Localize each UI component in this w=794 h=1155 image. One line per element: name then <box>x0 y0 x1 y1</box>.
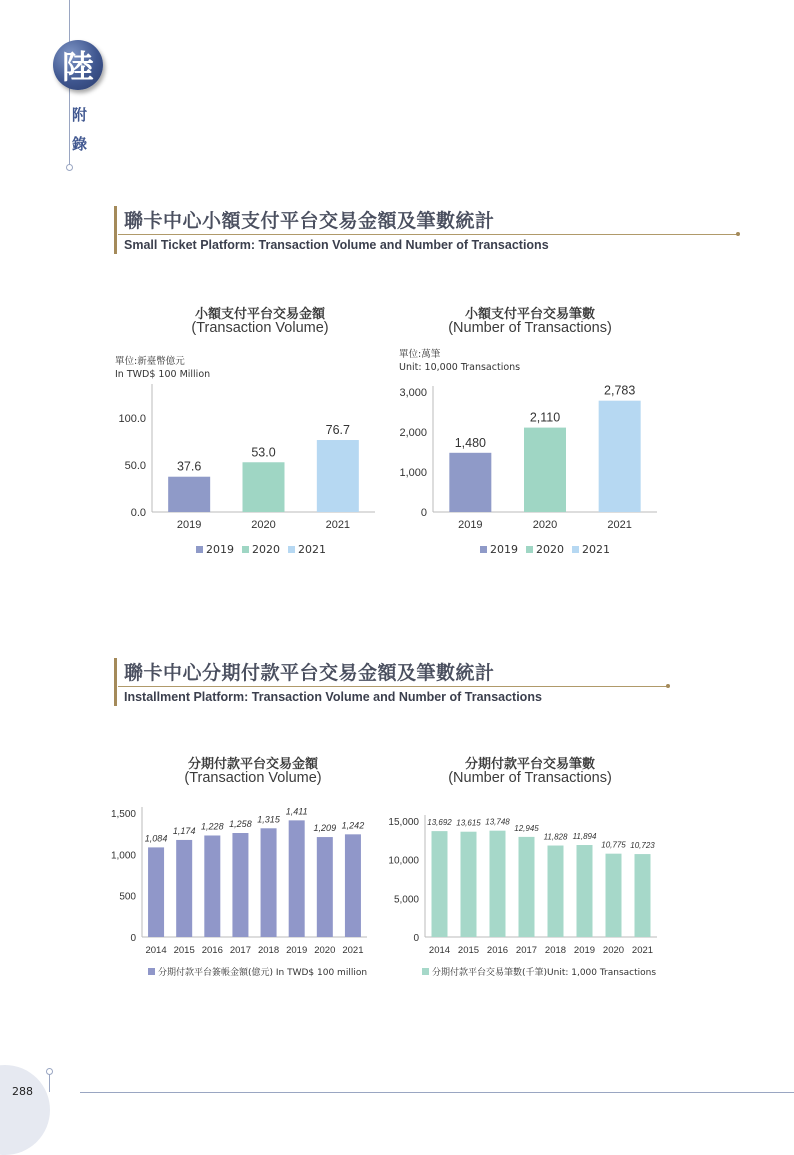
y-tick-label: 10,000 <box>388 855 419 867</box>
x-tick-label: 2015 <box>173 945 195 956</box>
section2-title: 聯卡中心分期付款平台交易金額及筆數統計 <box>124 662 495 684</box>
y-tick-label: 2,000 <box>399 427 427 439</box>
chart2-unit-zh: 單位:萬筆 <box>399 349 441 360</box>
chart2-legend <box>472 543 610 556</box>
chart4-legend-label: 分期付款平台交易筆數(千筆)Unit: 1,000 Transactions <box>432 968 657 978</box>
chart3-title-en: (Transaction Volume) <box>184 770 322 786</box>
chart1-unit <box>115 355 210 381</box>
section2-accent-bar <box>114 658 117 706</box>
x-tick-label: 2021 <box>342 945 364 956</box>
section1-subtitle: Small Ticket Platform: Transaction Volume and Number of Transactions <box>124 238 549 252</box>
bar <box>232 833 248 937</box>
legend-swatch <box>148 968 155 975</box>
bar <box>317 837 333 937</box>
x-tick-label: 2018 <box>257 945 280 956</box>
data-label: 11,894 <box>572 832 597 842</box>
bar <box>148 847 164 937</box>
bar <box>635 854 651 937</box>
data-label: 13,615 <box>456 818 481 828</box>
section1-rule-dot <box>736 232 740 236</box>
data-label: 76.7 <box>325 423 351 438</box>
x-tick-label: 2021 <box>607 519 632 531</box>
chart1-unit-zh: 單位:新臺幣億元 <box>115 356 185 367</box>
chart2-unit-en: Unit: 10,000 Transactions <box>399 362 521 373</box>
data-label: 1,084 <box>144 833 168 844</box>
chart3-title-zh: 分期付款平台交易金額 <box>187 757 318 772</box>
chart3-svg <box>105 795 375 960</box>
data-label: 1,228 <box>201 821 224 832</box>
chapter-label-char-1: 附 <box>72 106 88 124</box>
data-label: 1,242 <box>341 820 365 831</box>
legend-label-2020: 2020 <box>536 543 564 556</box>
data-label: 10,775 <box>601 840 626 850</box>
footer-arc <box>0 1065 50 1155</box>
y-tick-label: 15,000 <box>388 817 419 828</box>
chart1-svg <box>110 380 400 540</box>
y-tick-label: 1,500 <box>110 809 136 820</box>
x-tick-label: 2020 <box>314 945 336 956</box>
bar <box>490 831 506 937</box>
x-tick-label: 2019 <box>573 945 596 956</box>
data-label: 1,411 <box>285 806 308 817</box>
data-label: 13,748 <box>485 817 510 827</box>
x-tick-label: 2019 <box>176 519 202 531</box>
section2-rule <box>118 686 668 687</box>
chart3-legend-label: 分期付款平台簽帳金額(億元) In TWD$ 100 million <box>158 968 368 978</box>
y-tick-label: 0 <box>130 933 136 944</box>
chart1-title-zh: 小額支付平台交易金額 <box>194 307 325 322</box>
x-tick-label: 2018 <box>544 945 567 956</box>
chart2-unit <box>399 348 520 374</box>
bar <box>524 428 566 512</box>
y-tick-label: 1,000 <box>399 467 427 479</box>
chart4-svg <box>380 795 670 960</box>
x-tick-label: 2021 <box>325 519 351 531</box>
data-label: 10,723 <box>630 841 655 851</box>
legend-label-2021: 2021 <box>298 543 326 556</box>
x-tick-label: 2014 <box>428 945 451 956</box>
chart4-title-zh: 分期付款平台交易筆數 <box>464 757 595 772</box>
legend-label-2021: 2021 <box>582 543 610 556</box>
x-tick-label: 2019 <box>458 519 483 531</box>
legend-swatch-2021 <box>288 546 295 553</box>
bar <box>243 462 285 512</box>
bar <box>432 831 448 937</box>
y-tick-label: 1,000 <box>110 850 136 862</box>
chapter-label-char-2: 錄 <box>72 135 88 153</box>
legend-swatch-2020 <box>526 546 533 553</box>
legend-label-2019: 2019 <box>490 543 518 556</box>
legend-swatch-2019 <box>480 546 487 553</box>
footer-dot <box>46 1068 53 1075</box>
bar <box>168 477 210 512</box>
section2-rule-dot <box>666 684 670 688</box>
bar <box>449 453 491 512</box>
data-label: 2,783 <box>604 383 636 398</box>
bar <box>345 834 361 937</box>
bar <box>519 837 535 937</box>
x-tick-label: 2014 <box>145 945 167 956</box>
section2-subtitle: Installment Platform: Transaction Volume and Number of Transactions <box>124 690 542 704</box>
x-tick-label: 2016 <box>201 945 223 956</box>
chart4-legend <box>414 965 656 978</box>
section1-accent-bar <box>114 206 117 254</box>
data-label: 1,258 <box>229 819 252 830</box>
chart3-legend <box>140 965 367 978</box>
sidebar-dot <box>66 164 73 171</box>
footer-tick <box>49 1074 50 1092</box>
bar <box>261 828 277 937</box>
y-tick-label: 5,000 <box>393 894 419 906</box>
chart2-title-en: (Number of Transactions) <box>448 320 612 336</box>
data-label: 1,315 <box>257 814 280 825</box>
x-tick-label: 2019 <box>286 945 308 956</box>
chart1-title-en: (Transaction Volume) <box>191 320 329 336</box>
y-tick-label: 3,000 <box>399 387 427 399</box>
chapter-badge: 陸 <box>53 40 103 90</box>
x-tick-label: 2021 <box>631 945 654 956</box>
y-tick-label: 50.0 <box>124 460 146 473</box>
data-label: 2,110 <box>529 410 561 425</box>
data-label: 11,828 <box>543 832 568 842</box>
data-label: 53.0 <box>251 445 276 460</box>
x-tick-label: 2016 <box>486 945 509 956</box>
bar <box>176 840 192 937</box>
legend-label-2020: 2020 <box>252 543 280 556</box>
data-label: 13,692 <box>427 818 452 828</box>
legend-label-2019: 2019 <box>206 543 234 556</box>
legend-swatch-2021 <box>572 546 579 553</box>
data-label: 1,209 <box>313 823 337 834</box>
data-label: 37.6 <box>176 459 202 474</box>
bar <box>577 845 593 937</box>
bar <box>317 440 359 512</box>
bar <box>461 832 477 937</box>
chart1-legend <box>188 543 326 556</box>
legend-swatch-2019 <box>196 546 203 553</box>
y-tick-label: 0 <box>413 933 419 944</box>
bar <box>548 846 564 937</box>
x-tick-label: 2017 <box>229 945 252 956</box>
chart1-unit-en: In TWD$ 100 Million <box>115 369 211 380</box>
bar <box>599 401 641 512</box>
x-tick-label: 2020 <box>602 945 625 956</box>
chart2-svg <box>395 380 675 540</box>
data-label: 12,945 <box>514 823 539 833</box>
page-number: 288 <box>12 1085 33 1098</box>
legend-swatch <box>422 968 429 975</box>
chart2-title-zh: 小額支付平台交易筆數 <box>464 307 595 322</box>
x-tick-label: 2015 <box>457 945 480 956</box>
bar <box>204 835 220 937</box>
bar <box>289 820 305 937</box>
data-label: 1,480 <box>454 435 486 450</box>
y-tick-label: 0 <box>420 507 427 519</box>
x-tick-label: 2020 <box>532 519 558 531</box>
y-tick-label: 500 <box>119 891 136 903</box>
data-label: 1,174 <box>172 825 196 836</box>
section1-rule <box>118 234 738 235</box>
x-tick-label: 2017 <box>515 945 538 956</box>
chart4-title-en: (Number of Transactions) <box>448 770 612 786</box>
y-tick-label: 100.0 <box>118 413 146 426</box>
y-tick-label: 0.0 <box>130 507 146 519</box>
x-tick-label: 2020 <box>251 519 276 531</box>
section1-title: 聯卡中心小額支付平台交易金額及筆數統計 <box>124 210 495 232</box>
footer-rule <box>80 1092 794 1093</box>
legend-swatch-2020 <box>242 546 249 553</box>
bar <box>606 854 622 937</box>
